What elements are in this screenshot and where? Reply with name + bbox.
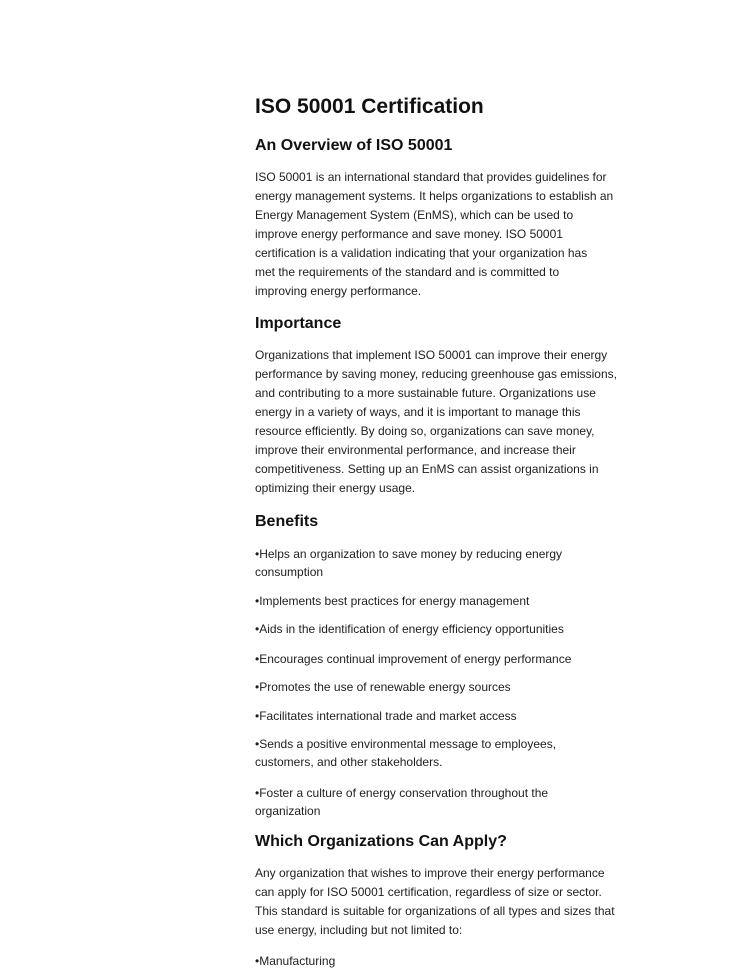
text-line: competitiveness. Setting up an EnMS can assist organizations in	[255, 462, 599, 476]
text-line: and contributing to a more sustainable future. Organizations use	[255, 386, 596, 400]
text-line: improve their environmental performance, and increase their	[255, 443, 576, 457]
benefits-heading: Benefits	[255, 513, 319, 530]
benefit-item	[255, 735, 675, 771]
text-line: Organizations that implement ISO 50001 can improve their energy	[255, 348, 608, 362]
text-line: •Foster a culture of energy conservation throughout the	[255, 786, 549, 800]
text-line: improving energy performance.	[255, 284, 422, 298]
overview-paragraph	[255, 168, 675, 301]
text-line: improve energy performance and save money. ISO 50001	[255, 227, 563, 241]
apply-list-item	[255, 952, 675, 970]
text-line: consumption	[255, 565, 324, 579]
benefit-item	[255, 592, 675, 610]
text-line: •Promotes the use of renewable energy sources	[255, 680, 511, 694]
text-line: resource efficiently. By doing so, organizations can save money,	[255, 424, 595, 438]
text-line: organization	[255, 804, 321, 818]
apply-heading: Which Organizations Can Apply?	[255, 833, 507, 850]
text-line: Any organization that wishes to improve their energy performance	[255, 866, 605, 880]
text-line: •Encourages continual improvement of energy performance	[255, 652, 572, 666]
benefit-item	[255, 620, 675, 638]
benefit-item	[255, 650, 675, 668]
text-line: ISO 50001 is an international standard that provides guidelines for	[255, 170, 607, 184]
text-line: •Facilitates international trade and market access	[255, 709, 517, 723]
overview-heading: An Overview of ISO 50001	[255, 137, 453, 154]
benefit-item	[255, 545, 675, 581]
text-line: customers, and other stakeholders.	[255, 755, 443, 769]
text-line: •Implements best practices for energy management	[255, 594, 530, 608]
text-line: •Manufacturing	[255, 954, 336, 968]
text-line: can apply for ISO 50001 certification, regardless of size or sector.	[255, 885, 602, 899]
page-title: ISO 50001 Certification	[255, 95, 484, 118]
benefit-item	[255, 707, 675, 725]
apply-paragraph	[255, 864, 675, 940]
importance-paragraph	[255, 346, 675, 498]
text-line: •Helps an organization to save money by reducing energy	[255, 547, 563, 561]
text-line: •Aids in the identification of energy efficiency opportunities	[255, 622, 564, 636]
text-line: energy management systems. It helps organizations to establish an	[255, 189, 614, 203]
importance-heading: Importance	[255, 315, 342, 332]
text-line: performance by saving money, reducing greenhouse gas emissions,	[255, 367, 617, 381]
benefit-item	[255, 784, 675, 820]
text-line: energy in a variety of ways, and it is important to manage this	[255, 405, 581, 419]
text-line: certification is a validation indicating that your organization has	[255, 246, 588, 260]
text-line: use energy, including but not limited to:	[255, 923, 463, 937]
text-line: •Sends a positive environmental message to employees,	[255, 737, 557, 751]
text-line: optimizing their energy usage.	[255, 481, 416, 495]
text-line: Energy Management System (EnMS), which can be used to	[255, 208, 574, 222]
text-line: met the requirements of the standard and is committed to	[255, 265, 560, 279]
benefit-item	[255, 678, 675, 696]
text-line: This standard is suitable for organizations of all types and sizes that	[255, 904, 615, 918]
